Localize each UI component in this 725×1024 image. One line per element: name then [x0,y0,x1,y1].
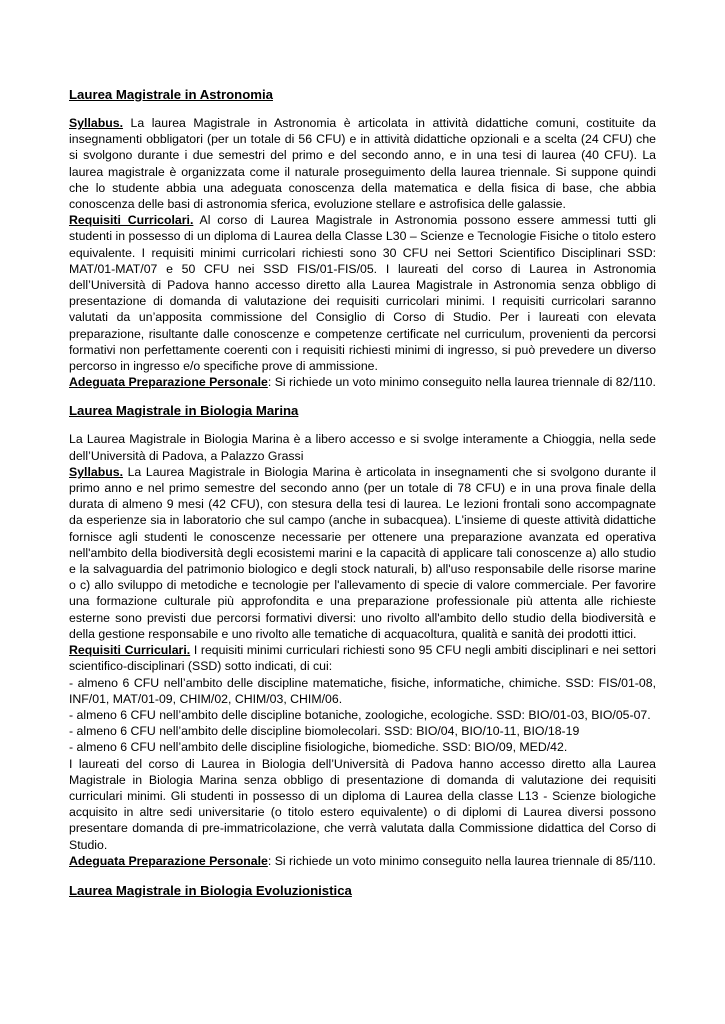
adeguata-label: Adeguata Preparazione Personale [69,375,268,390]
adeguata-paragraph-biologia-marina [69,853,656,869]
list-item: - almeno 6 CFU nell’ambito delle discipline botaniche, zoologiche, ecologiche. SSD: BIO/01-03, BIO/05-07. [69,707,651,722]
requisiti-paragraph-astronomia [69,212,656,374]
syllabus-label: Syllabus. [69,116,123,130]
adeguata-text: : Si richiede un voto minimo conseguito nella laurea triennale di 82/110. [267,375,656,390]
syllabus-paragraph-astronomia [69,115,656,212]
list-item: - almeno 6 CFU nell’ambito delle discipline matematiche, fisiche, informatiche, chimiche. SSD: FIS/01-08, INF/01, MAT/01-09, CHIM/02, CHIM/03, CHIM/06. [69,675,656,706]
syllabus-paragraph-biologia-marina [69,464,656,642]
syllabus-text: La laurea Magistrale in Astronomia è articolata in attività didattiche comuni, costituite da insegnamenti obbligatori (per un totale di 56 CFU) e in attività didattiche opzionali e a scelta (24 CFU) che si svolgono durante i due semestri del primo e del secondo anno, e in una tesi di laurea (40 CFU). La laurea magistrale è organizzata come il naturale proseguimento della laurea triennale. Si suppone quindi che lo studente abbia una adeguata conoscenza della matematica e della fisica di base, che abbia conoscenza delle basi di astronomia sferica, evoluzione stellare e astrofisica delle galassie. [69,116,656,212]
list-item: - almeno 6 CFU nell’ambito delle discipline fisiologiche, biomediche. SSD: BIO/09, MED/42. [69,740,568,755]
requisiti-text: I requisiti minimi curriculari richiesti sono 95 CFU negli ambiti disciplinari e nei settori scientifico-disciplinari (SSD) sotto indicati, di cui: [69,643,656,674]
requisiti-text: Al corso di Laurea Magistrale in Astronomia possono essere ammessi tutti gli studenti in possesso di un diploma di Laurea della Classe L30 – Scienze e Tecnologie Fisiche o titolo estero equivalente. I requisiti minimi curricolari richiesti sono 30 CFU nei Settori Scientifico Disciplinari SSD: MAT/01-MAT/07 e 50 CFU nei SSD FIS/01-FIS/05. I laureati del corso di Laurea in Astronomia dell’Università di Padova hanno accesso diretto alla Laurea Magistrale in Astronomia senza obbligo di presentazione di domanda di valutazione dei requisiti curricolari minimi. I requisiti curricolari saranno valutati da un’apposita commissione del Consiglio di Corso di Studio. Per i laureati con elevata preparazione, risultante dalle conoscenze e competenze certificate nel curriculum, provenienti da percorsi formativi non perfettamente coerenti con i requisiti richiesti minimi di ingresso, si può prevedere un diverso percorso in ingresso e/o specifiche prove di ammissione. [69,213,656,374]
section-title-biologia-evoluzionistica: Laurea Magistrale in Biologia Evoluzionistica [69,882,352,898]
requisiti-list [69,675,656,756]
requisiti-paragraph-biologia-marina [69,642,656,674]
requisiti-label: Requisiti Curricolari. [69,213,194,228]
syllabus-label: Syllabus. [69,464,123,479]
intro-paragraph-biologia-marina: La Laurea Magistrale in Biologia Marina è a libero accesso e si svolge interamente a Chioggia, nella sede dell’Università di Padova, a Palazzo Grassi [69,432,656,463]
adeguata-text: : Si richiede un voto minimo conseguito nella laurea triennale di 85/110. [267,853,656,868]
syllabus-text: La Laurea Magistrale in Biologia Marina è articolata in insegnamenti che si svolgono durante il primo anno e nel primo semestre del secondo anno (per un totale di 78 CFU) e in una prova finale della durata di almeno 9 mesi (42 CFU), con stesura della tesi di laurea. Le lezioni frontali sono accompagnate da esperienze sia in laboratorio che sul campo (anche in subacquea). L'insieme di queste attività didattiche fornisce agli studenti le conoscenze necessarie per ottenere una preparazione avanzata ed operativa nell'ambito della biodiversità degli ecosistemi marini e la capacità di applicare tali conoscenze a) allo studio e la salvaguardia del patrimonio biologico e degli stock naturali, b) all'uso responsabile delle risorse marine o c) allo sviluppo di metodiche e tecnologie per l'allevamento di specie di valore commerciale. Per favorire una formazione culturale più approfondita e una preparazione professionale più attenta alle richieste esterne sono previsti due percorsi formativi diversi: uno rivolto all'ambito dello studio della biodiversità e della gestione responsabile e uno rivolto alle tematiche di acquacoltura, qualità e sanità dei prodotti ittici. [69,464,656,641]
requisiti-label: Requisiti Curriculari. [69,643,191,658]
adeguata-label: Adeguata Preparazione Personale [69,853,268,868]
section-title-biologia-marina: Laurea Magistrale in Biologia Marina [69,403,299,419]
list-item: - almeno 6 CFU nell’ambito delle discipline biomolecolari. SSD: BIO/04, BIO/10-11, BIO/18-19 [69,724,580,739]
laureati-paragraph-biologia-marina: I laureati del corso di Laurea in Biologia dell’Università di Padova hanno accesso diretto alla Laurea Magistrale in Biologia Marina senza obbligo di presentazione di domanda di valutazione dei requisiti curriculari minimi. Gli studenti in possesso di un diploma di Laurea della classe L13 - Scienze biologiche acquisito in altre sedi universitarie (o titolo estero equivalente) o di diplomi di Laurea diversi possono presentare domanda di pre-immatricolazione, che verrà valutata dalla Commissione didattica del Corso di Studio. [69,756,656,852]
section-title-astronomia: Laurea Magistrale in Astronomia [69,87,273,102]
document-body [69,86,656,900]
adeguata-paragraph-astronomia [69,374,656,390]
